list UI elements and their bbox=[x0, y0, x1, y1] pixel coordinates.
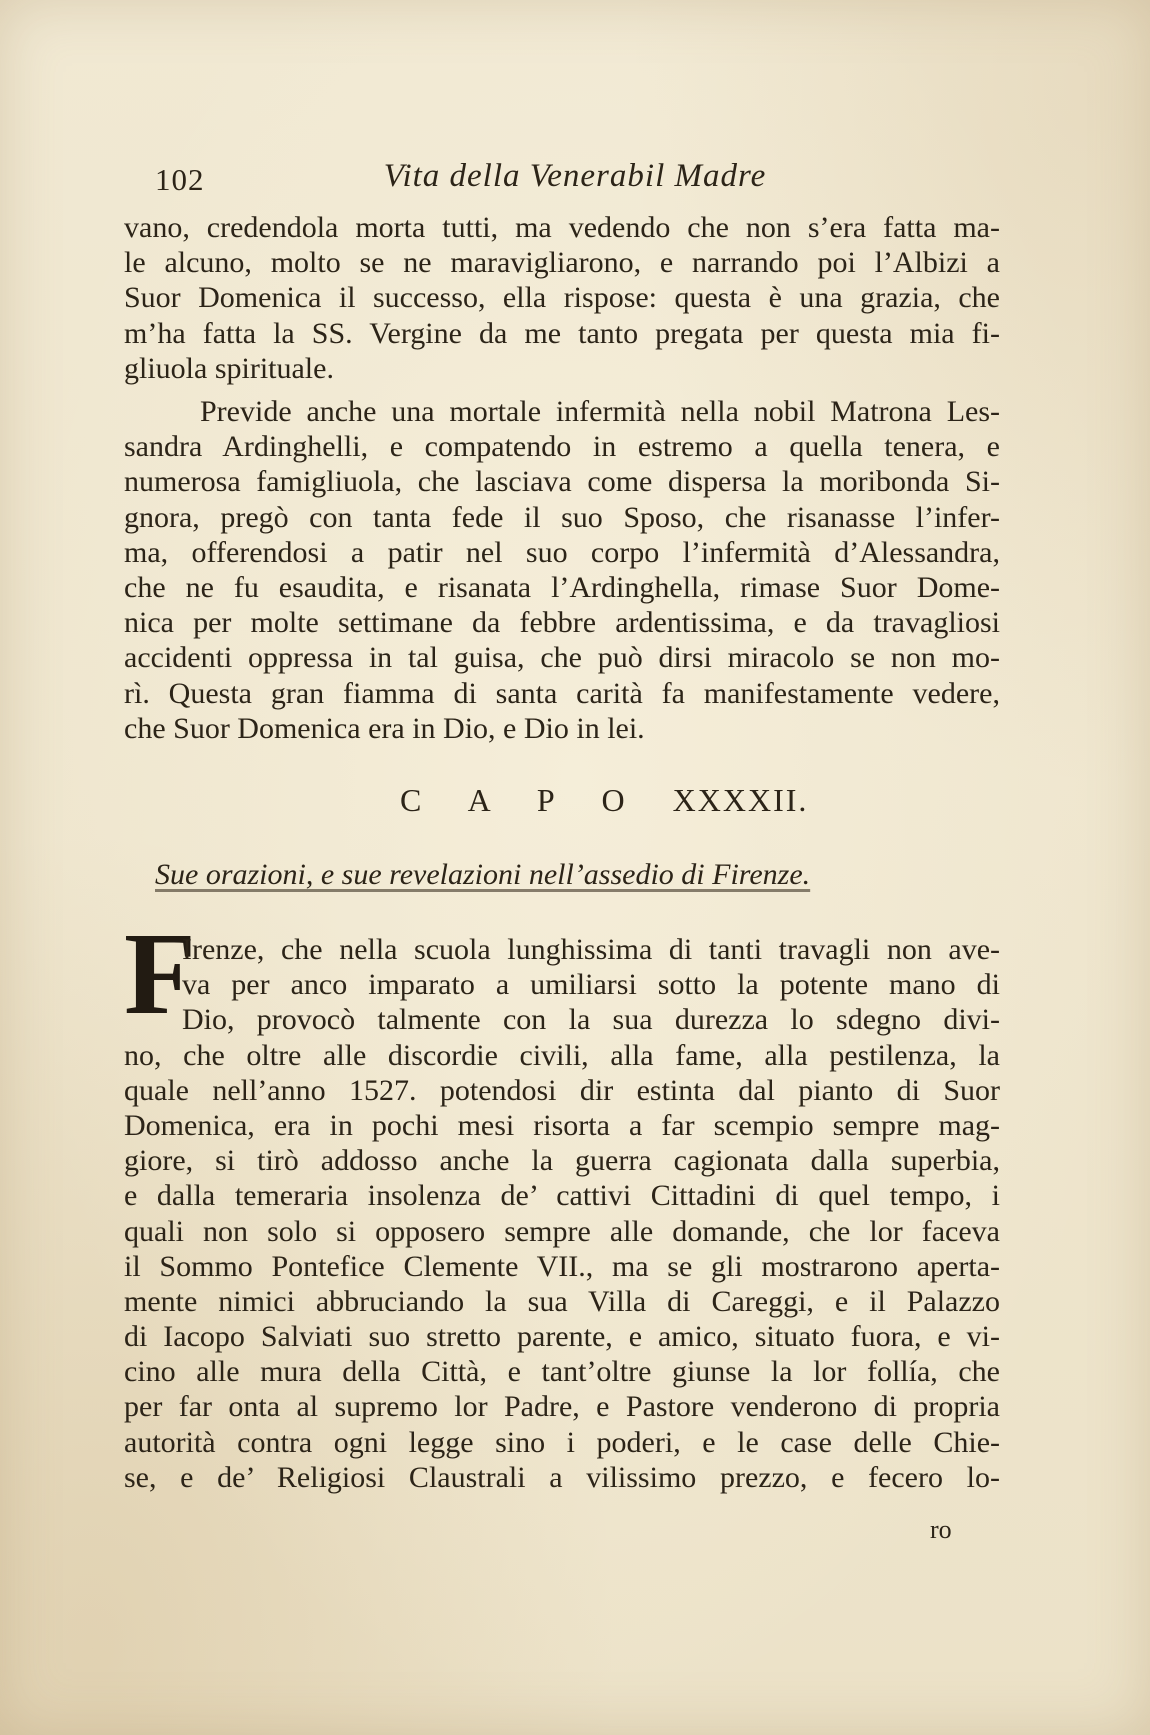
text-line: rì. Questa gran fiamma di santa carità fa manifestamente vedere, bbox=[124, 676, 1000, 710]
text-line: va per anco imparato a umiliarsi sotto la potente mano di bbox=[182, 968, 1000, 1002]
text-line: di Iacopo Salviati suo stretto parente, e amico, situato fuora, e vi- bbox=[124, 1320, 1000, 1354]
text-line: se, e de’ Religiosi Claustrali a vilissimo prezzo, e fecero lo- bbox=[124, 1460, 1000, 1494]
drop-cap: F bbox=[124, 908, 197, 1039]
text-line: mente nimici abbruciando la sua Villa di Careggi, e il Palazzo bbox=[124, 1284, 1000, 1318]
text-line: giore, si tirò addosso anche la guerra cagionata dalla superbia, bbox=[124, 1144, 1000, 1178]
text-line: le alcuno, molto se ne maravigliarono, e narrando poi l’Albizi a bbox=[124, 246, 1000, 280]
text-line: numerosa famigliuola, che lasciava come dispersa la moribonda Si- bbox=[124, 465, 1000, 499]
text-line: autorità contra ogni legge sino i poderi, e le case delle Chie- bbox=[124, 1425, 1000, 1459]
paragraph-continuation bbox=[124, 210, 1000, 386]
text-line: che ne fu esaudita, e risanata l’Ardinghella, rimase Suor Dome- bbox=[124, 570, 1000, 604]
text-line: quali non solo si opposero sempre alle domande, che lor faceva bbox=[124, 1214, 1000, 1248]
running-title: Vita della Venerabil Madre bbox=[383, 158, 767, 194]
text-line: accidenti oppressa in tal guisa, che può dirsi miracolo se non mo- bbox=[124, 641, 1000, 675]
text-line: gliuola spirituale. bbox=[124, 351, 334, 385]
text-line: ma, offerendosi a patir nel suo corpo l’infermità d’Alessandra, bbox=[124, 535, 1000, 569]
text-line: vano, credendola morta tutti, ma vedendo che non s’era fatta ma- bbox=[124, 211, 1000, 244]
paragraph-firenze-opening bbox=[182, 932, 1000, 1038]
text-line: che Suor Domenica era in Dio, e Dio in lei. bbox=[124, 711, 645, 745]
text-line: no, che oltre alle discordie civili, alla fame, alla pestilenza, la bbox=[124, 1038, 1000, 1072]
text-line: gnora, pregò con tanta fede il suo Sposo, che risanasse l’infer- bbox=[124, 500, 1000, 534]
text-line: quale nell’anno 1527. potendosi dir estinta dal pianto di Suor bbox=[124, 1073, 1000, 1107]
text-line: Domenica, era in pochi mesi risorta a far scempio sempre mag- bbox=[124, 1108, 1000, 1142]
text-line: cino alle mura della Città, e tant’oltre giunse la lor follía, che bbox=[124, 1355, 1000, 1389]
chapter-subtitle: Sue orazioni, e sue revelazioni nell’assedio di Firenze. bbox=[155, 858, 811, 891]
page-header bbox=[155, 158, 995, 202]
text-line: e dalla temeraria insolenza de’ cattivi Cittadini di quel tempo, i bbox=[124, 1179, 1000, 1213]
text-line: m’ha fatta la SS. Vergine da me tanto pregata per questa mia fi- bbox=[124, 316, 1000, 350]
text-line: sandra Ardinghelli, e compatendo in estremo a quella tenera, e bbox=[124, 430, 1000, 464]
text-line: Previde anche una mortale infermità nella nobil Matrona Les- bbox=[200, 395, 1000, 428]
text-line: per far onta al supremo lor Padre, e Pastore venderono di propria bbox=[124, 1390, 1000, 1424]
catchword: ro bbox=[930, 1515, 952, 1544]
paragraph-ardinghelli bbox=[124, 394, 1000, 746]
page-number: 102 bbox=[155, 162, 205, 197]
chapter-heading: C A P O XXXXII. bbox=[400, 782, 809, 818]
text-line: il Sommo Pontefice Clemente VII., ma se gli mostrarono aperta- bbox=[124, 1249, 1000, 1283]
text-line: Irenze, che nella scuola lunghissima di tanti travagli non ave- bbox=[182, 933, 1000, 966]
text-line: Dio, provocò talmente con la sua durezza lo sdegno divi- bbox=[182, 1003, 1000, 1037]
text-line: nica per molte settimane da febbre ardentissima, e da travagliosi bbox=[124, 606, 1000, 640]
text-line: Suor Domenica il successo, ella rispose: questa è una grazia, che bbox=[124, 281, 1000, 315]
paragraph-firenze bbox=[124, 1038, 1000, 1495]
